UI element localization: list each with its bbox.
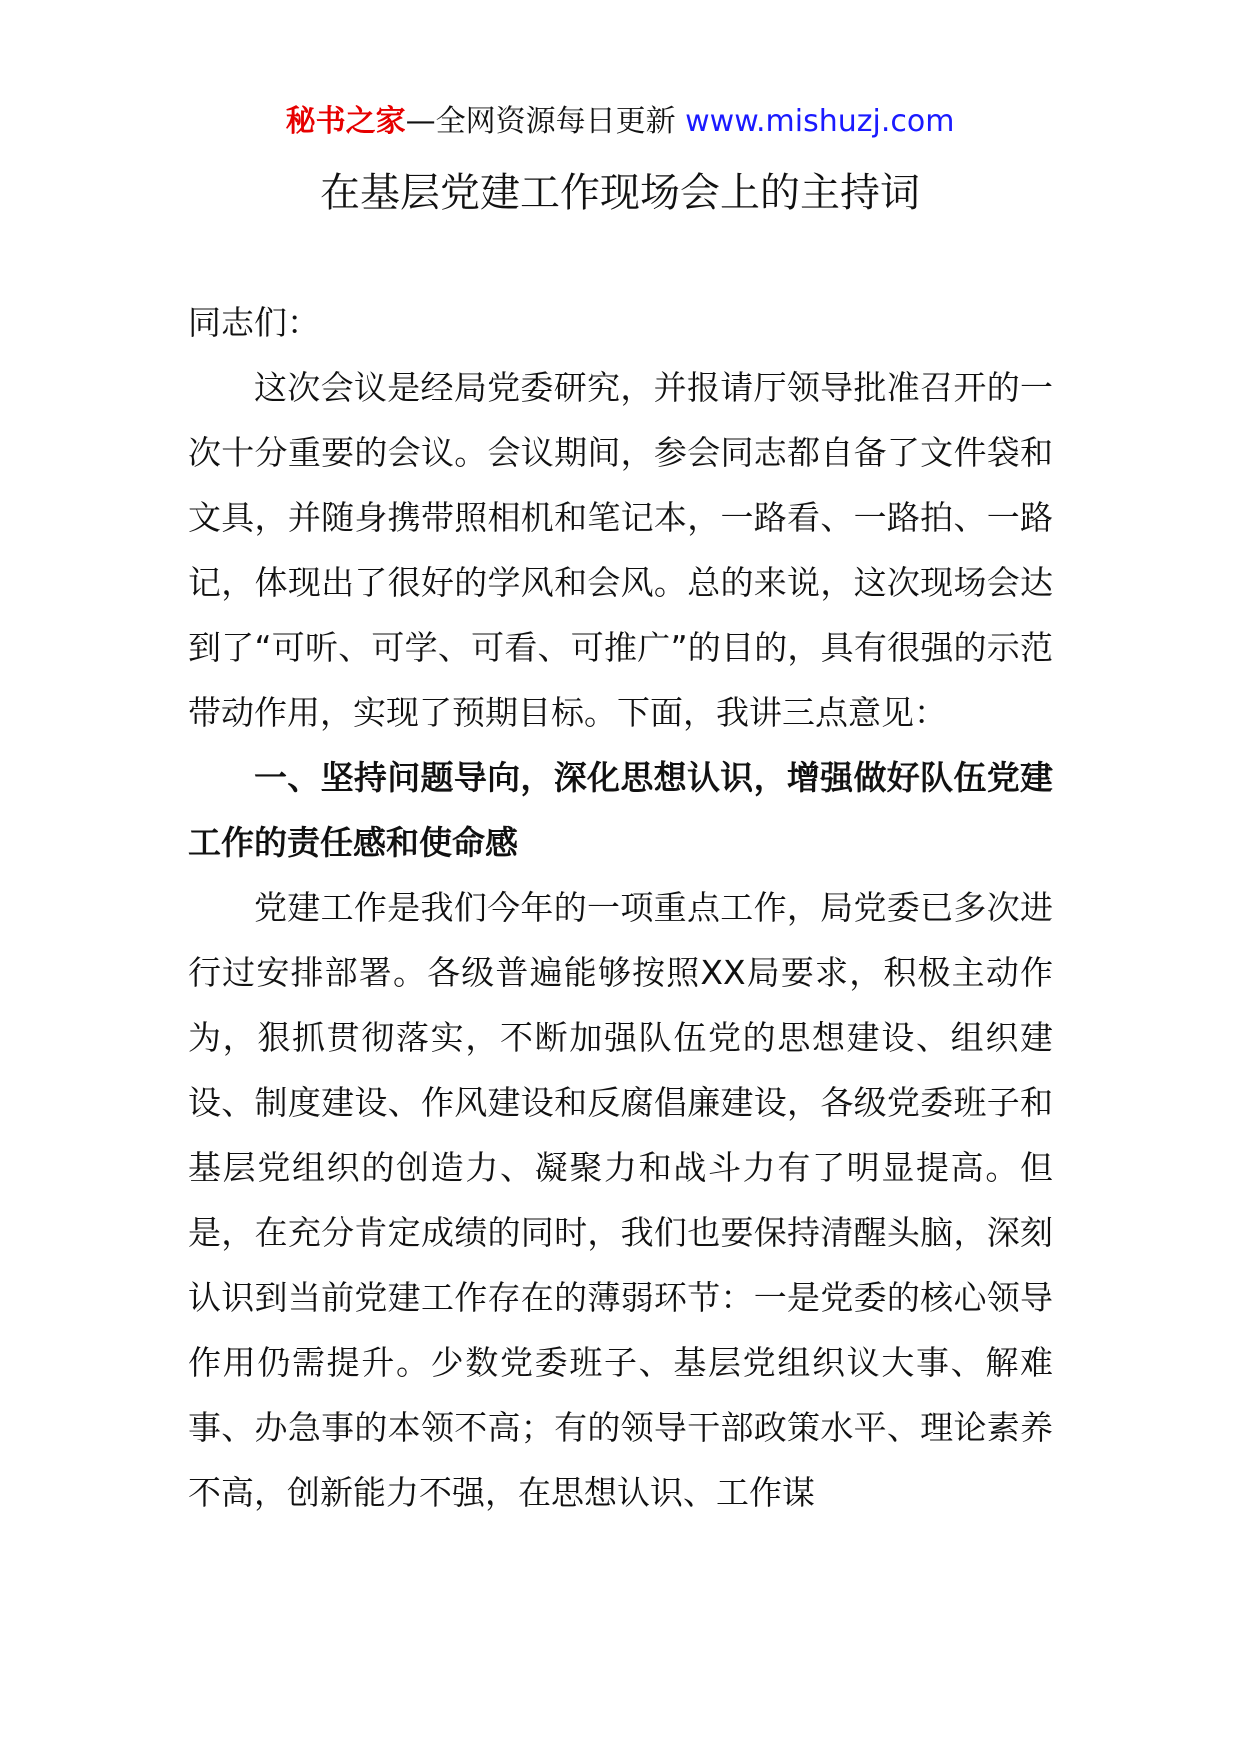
site-tagline: —全网资源每日更新: [405, 104, 676, 139]
section-heading-1: 一、坚持问题导向，深化思想认识，增强做好队伍党建工作的责任感和使命感: [188, 758, 1053, 862]
document-body: [188, 290, 1053, 1525]
paragraph-section-1: 党建工作是我们今年的一项重点工作，局党委已多次进行过安排部署。各级普遍能够按照XX局要求，积极主动作为，狠抓贯彻落实，不断加强队伍党的思想建设、组织建设、制度建设、作风建设和反腐倡廉建设，各级党委班子和基层党组织的创造力、凝聚力和战斗力有了明显提高。但是，在充分肯定成绩的同时，我们也要保持清醒头脑，深刻认识到当前党建工作存在的薄弱环节：一是党委的核心领导作用仍需提升。少数党委班子、基层党组织议大事、解难事、办急事的本领不高；有的领导干部政策水平、理论素养不高，创新能力不强，在思想认识、工作谋: [188, 888, 1053, 1512]
salutation: 同志们：: [188, 303, 320, 342]
brand-name: 秘书之家: [285, 104, 406, 139]
site-url-link[interactable]: www.mishuzj.com: [685, 104, 955, 139]
paragraph-intro: 这次会议是经局党委研究，并报请厅领导批准召开的一次十分重要的会议。会议期间，参会同志都自备了文件袋和文具，并随身携带照相机和笔记本，一路看、一路拍、一路记，体现出了很好的学风和会风。总的来说，这次现场会达到了“可听、可学、可看、可推广”的目的，具有很强的示范带动作用，实现了预期目标。下面，我讲三点意见：: [188, 368, 1053, 732]
site-header: [0, 100, 1240, 144]
document-title: 在基层党建工作现场会上的主持词: [320, 170, 920, 216]
